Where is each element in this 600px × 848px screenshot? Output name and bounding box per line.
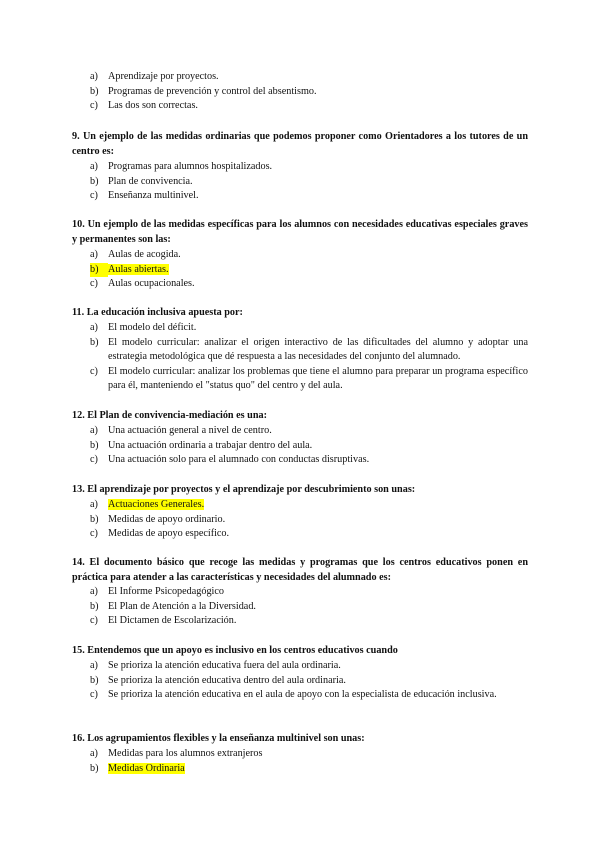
question-12: 12. El Plan de convivencia-mediación es una: bbox=[72, 410, 267, 421]
option-letter: c) bbox=[90, 689, 98, 701]
option-text: El Plan de Atención a la Diversidad. bbox=[108, 600, 256, 612]
option-q11-b bbox=[72, 336, 528, 365]
option-letter-highlighted: b) bbox=[90, 263, 108, 278]
option-letter: a) bbox=[90, 71, 98, 82]
option-q15-a bbox=[72, 659, 528, 674]
option-letter: a) bbox=[90, 748, 98, 759]
option-q15-c bbox=[72, 688, 528, 703]
q8-options bbox=[72, 70, 528, 114]
option-letter: c) bbox=[90, 528, 98, 540]
option-letter: c) bbox=[90, 278, 98, 290]
option-letter: c) bbox=[90, 454, 98, 466]
option-letter: b) bbox=[90, 600, 99, 612]
option-q12-a bbox=[72, 424, 528, 439]
option-letter: b) bbox=[90, 85, 99, 97]
option-text: El modelo curricular: analizar los problemas que tiene el alumno para preparar un programa específico para él, manteniendo el "status quo" del centro y del aula. bbox=[108, 365, 528, 392]
option-letter: a) bbox=[90, 586, 98, 597]
question-9: 9. Un ejemplo de las medidas ordinarias que podemos proponer como Orientadores a los tutores de un centro es: bbox=[72, 131, 528, 157]
option-text: Se prioriza la atención educativa en el aula de apoyo con la especialista de educación inclusiva. bbox=[108, 689, 497, 701]
option-letter: a) bbox=[90, 499, 98, 510]
option-q16-b bbox=[72, 762, 528, 777]
option-text: Programas de prevención y control del absentismo. bbox=[108, 85, 317, 97]
option-text: Una actuación general a nivel de centro. bbox=[108, 425, 272, 436]
option-q8-b bbox=[72, 85, 528, 100]
option-text: Se prioriza la atención educativa fuera del aula ordinaria. bbox=[108, 660, 341, 671]
q16-options bbox=[72, 747, 528, 776]
option-letter: b) bbox=[90, 762, 99, 774]
option-letter: b) bbox=[90, 439, 99, 451]
option-q9-c bbox=[72, 189, 528, 204]
option-q8-a bbox=[72, 70, 528, 85]
option-q13-b bbox=[72, 513, 528, 528]
option-q12-b bbox=[72, 439, 528, 454]
option-letter: b) bbox=[90, 674, 99, 686]
option-text: El modelo curricular: analizar el origen interactivo de las dificultades del alumno y adoptar una estrategia metodológica que dé respuesta a las necesidades del conjunto del alumnado. bbox=[108, 336, 528, 363]
q13-options bbox=[72, 498, 528, 542]
q14-options bbox=[72, 585, 528, 629]
option-q9-a bbox=[72, 160, 528, 175]
option-text: El Informe Psicopedagógico bbox=[108, 586, 224, 597]
option-q10-c bbox=[72, 277, 528, 292]
option-letter: c) bbox=[90, 190, 98, 202]
option-text: Medidas de apoyo ordinario. bbox=[108, 513, 226, 525]
option-q11-a bbox=[72, 321, 528, 336]
option-letter: b) bbox=[90, 336, 99, 348]
option-q14-b bbox=[72, 600, 528, 615]
q9-options bbox=[72, 160, 528, 204]
option-q12-c bbox=[72, 453, 528, 468]
question-11: 11. La educación inclusiva apuesta por: bbox=[72, 307, 243, 318]
option-text: Una actuación solo para el alumnado con conductas disruptivas. bbox=[108, 454, 370, 466]
question-14: 14. El documento básico que recoge las medidas y programas que los centros educativos ponen en práctica para atender a las características y necesidades del alumnado es: bbox=[72, 557, 528, 583]
question-16: 16. Los agrupamientos flexibles y la enseñanza multinivel son unas: bbox=[72, 733, 365, 744]
option-q13-c bbox=[72, 527, 528, 542]
option-q14-a bbox=[72, 585, 528, 600]
option-text: Programas para alumnos hospitalizados. bbox=[108, 161, 273, 172]
option-text: Aulas ocupacionales. bbox=[108, 278, 195, 290]
option-letter: a) bbox=[90, 322, 98, 333]
option-text: El Dictamen de Escolarización. bbox=[108, 615, 237, 627]
option-q11-c bbox=[72, 365, 528, 394]
option-text-highlighted: Medidas Ordinaria bbox=[108, 762, 185, 774]
q12-options bbox=[72, 424, 528, 468]
option-q8-c bbox=[72, 99, 528, 114]
option-q10-b bbox=[72, 263, 528, 278]
option-letter: a) bbox=[90, 425, 98, 436]
option-text: Se prioriza la atención educativa dentro del aula ordinaria. bbox=[108, 674, 346, 686]
option-q16-a bbox=[72, 747, 528, 762]
option-letter: a) bbox=[90, 660, 98, 671]
option-text: Las dos son correctas. bbox=[108, 100, 198, 112]
option-letter: c) bbox=[90, 100, 98, 112]
q11-options bbox=[72, 321, 528, 394]
question-10: 10. Un ejemplo de las medidas específicas para los alumnos con necesidades educativas especiales graves y permanentes son las: bbox=[72, 219, 528, 245]
question-13: 13. El aprendizaje por proyectos y el aprendizaje por descubrimiento son unas: bbox=[72, 484, 416, 495]
option-text: Aprendizaje por proyectos. bbox=[108, 71, 219, 82]
option-text: Plan de convivencia. bbox=[108, 175, 193, 187]
option-text-highlighted: Actuaciones Generales. bbox=[108, 499, 205, 510]
option-letter: b) bbox=[90, 175, 99, 187]
option-text: Aulas de acogida. bbox=[108, 249, 181, 260]
option-q10-a bbox=[72, 248, 528, 263]
option-text: Enseñanza multinivel. bbox=[108, 190, 199, 202]
q10-options bbox=[72, 248, 528, 292]
option-letter: c) bbox=[90, 615, 98, 627]
option-letter: a) bbox=[90, 161, 98, 172]
option-letter: a) bbox=[90, 249, 98, 260]
q15-options bbox=[72, 659, 528, 703]
option-q14-c bbox=[72, 614, 528, 629]
question-15: 15. Entendemos que un apoyo es inclusivo en los centros educativos cuando bbox=[72, 645, 398, 656]
option-letter: c) bbox=[90, 365, 98, 377]
option-letter: b) bbox=[90, 513, 99, 525]
option-text: Una actuación ordinaria a trabajar dentro del aula. bbox=[108, 439, 313, 451]
option-text: El modelo del déficit. bbox=[108, 322, 197, 333]
option-text: Medidas de apoyo específico. bbox=[108, 528, 230, 540]
option-q13-a bbox=[72, 498, 528, 513]
option-q9-b bbox=[72, 175, 528, 190]
option-q15-b bbox=[72, 674, 528, 689]
option-text-highlighted: Aulas abiertas. bbox=[108, 263, 169, 275]
option-text: Medidas para los alumnos extranjeros bbox=[108, 748, 263, 759]
